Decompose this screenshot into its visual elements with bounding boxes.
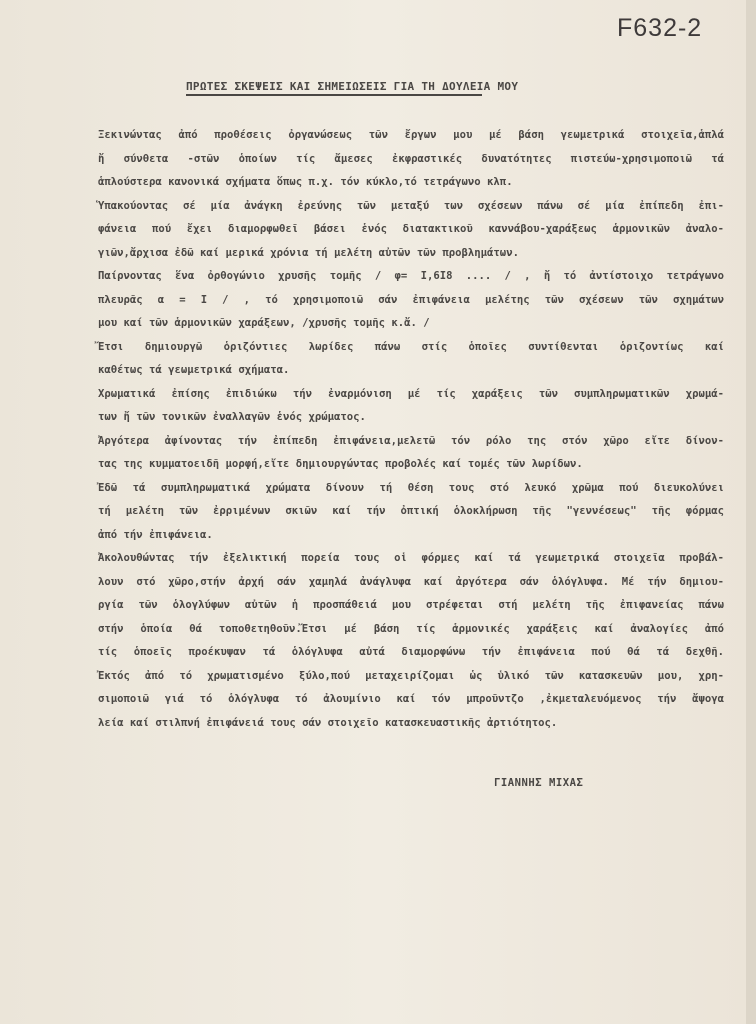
- text-line: Ἐδῶ τά συμπληρωματικά χρώματα δίνουν τή θέση τους στό λευκό χρῶμα πού διευκολύνει: [98, 481, 724, 494]
- text-line: σιμοποιῶ γιά τό ὁλόγλυφα τό ἀλουμίνιο καί τόν μπροῦντζο ,ἐκμεταλευόμενος τήν ἄψογα: [98, 693, 724, 705]
- text-line: Ἀκολουθώντας τήν ἐξελικτική πορεία τους οἱ φόρμες καί τά γεωμετρικά στοιχεῖα προβάλ-: [98, 552, 724, 564]
- text-line: Ἀργότερα ἀφίνοντας τήν ἐπίπεδη ἐπιφάνεια,μελετῶ τόν ρόλο της στόν χῶρο εἴτε δίνον-: [98, 434, 724, 447]
- text-line: γιῶν,ἄρχισα ἐδῶ καί μερικά χρόνια τή μελέτη αὐτῶν τῶν προβλημάτων.: [98, 246, 519, 259]
- page-edge: [746, 0, 756, 1024]
- text-line: Ἔτσι δημιουργῶ ὁριζόντιες λωρίδες πάνω στίς ὁποῖες συντίθενται ὁριζοντίως καί: [98, 340, 724, 353]
- document-body: [98, 124, 724, 735]
- text-line: τή μελέτη τῶν ἐρριμένων σκιῶν καί τήν ὀπτική ὁλοκλήρωση τῆς "γεννέσεως" τῆς φόρμας: [98, 505, 724, 517]
- text-line: ἤ σύνθετα -στῶν ὁποίων τίς ἄμεσες ἐκφραστικές δυνατότητες πιστεύω-χρησιμοποιῶ τά: [98, 152, 724, 165]
- text-line: των ἤ τῶν τονικῶν ἐναλλαγῶν ἑνός χρώματος.: [98, 411, 366, 423]
- text-line: μου καί τῶν ἁρμονικῶν χαράξεων, /χρυσῆς τομῆς κ.ἄ. /: [98, 317, 430, 329]
- archive-reference: F632-2: [617, 14, 703, 42]
- text-line: στήν ὁποία θά τοποθετηθοῦν.Ἔτσι μέ βάση τίς ἁρμονικές χαράξεις καί ἀναλογίες ἀπό: [98, 622, 724, 635]
- text-line: τας της κυμματοειδῆ μορφή,εἴτε δημιουργώντας προβολές καί τομές τῶν λωρίδων.: [98, 458, 583, 470]
- text-line: Χρωματικά ἐπίσης ἐπιδιώκω τήν ἐναρμόνιση μέ τίς χαράξεις τῶν συμπληρωματικῶν χρωμά-: [98, 387, 724, 400]
- text-line: τίς ὁποεῖς προέκυψαν τά ὁλόγλυφα αὐτά διαμορφώνω τήν ἐπιφάνεια πού θά τά δεχθῆ.: [98, 646, 724, 658]
- text-line: πλευρᾶς α = I / , τό χρησιμοποιῶ σάν ἐπιφάνεια μελέτης τῶν σχέσεων τῶν σχημάτων: [98, 293, 724, 306]
- text-line: ἁπλούστερα κανονικά σχήματα ὅπως π.χ. τόν κύκλο,τό τετράγωνο κλπ.: [98, 176, 513, 188]
- text-line: Ἐκτός ἀπό τό χρωματισμένο ξύλο,πού μεταχειρίζομαι ὡς ὑλικό τῶν κατασκευῶν μου, χρη-: [98, 669, 724, 682]
- text-line: καθέτως τά γεωμετρικά σχήματα.: [98, 364, 290, 376]
- text-line: φάνεια πού ἔχει διαμορφωθεῖ βάσει ἑνός διατακτικοῦ καννάβου-χαράξεως ἁρμονικῶν ἀναλο-: [98, 223, 724, 235]
- text-line: λεία καί στιλπνή ἐπιφάνειά τους σάν στοιχεῖο κατασκευαστικῆς ἀρτιότητος.: [98, 716, 558, 729]
- text-line: Παίρνοντας ἕνα ὀρθογώνιο χρυσῆς τομῆς / φ= I,6I8 .... / , ἤ τό ἀντίστοιχο τετράγωνο: [98, 270, 724, 282]
- text-line: ἀπό τήν ἐπιφάνεια.: [98, 528, 213, 541]
- signature: ΓΙΑΝΝΗΣ ΜΙΧΑΣ: [494, 777, 584, 789]
- document-title: ΠΡΩΤΕΣ ΣΚΕΨΕΙΣ ΚΑΙ ΣΗΜΕΙΩΣΕΙΣ ΓΙΑ ΤΗ ΔΟΥΛΕΙΑ ΜΟΥ: [186, 80, 482, 96]
- text-line: Ὑπακούοντας σέ μία ἀνάγκη ἐρεύνης τῶν μεταξύ των σχέσεων πάνω σέ μία ἐπίπεδη ἐπι-: [98, 199, 724, 212]
- text-line: Ξεκινώντας ἀπό προθέσεις ὀργανώσεως τῶν ἔργων μου μέ βάση γεωμετρικά στοιχεῖα,ἁπλά: [98, 129, 724, 141]
- text-line: λουν στό χῶρο,στήν ἀρχή σάν χαμηλά ἀνάγλυφα καί ἀργότερα σάν ὁλόγλυφα. Μέ τήν δημιου-: [98, 575, 724, 588]
- text-line: ργία τῶν ὁλογλύφων αὐτῶν ἡ προσπάθειά μου στρέφεται στή μελέτη τῆς ἐπιφανείας πάνω: [98, 599, 724, 611]
